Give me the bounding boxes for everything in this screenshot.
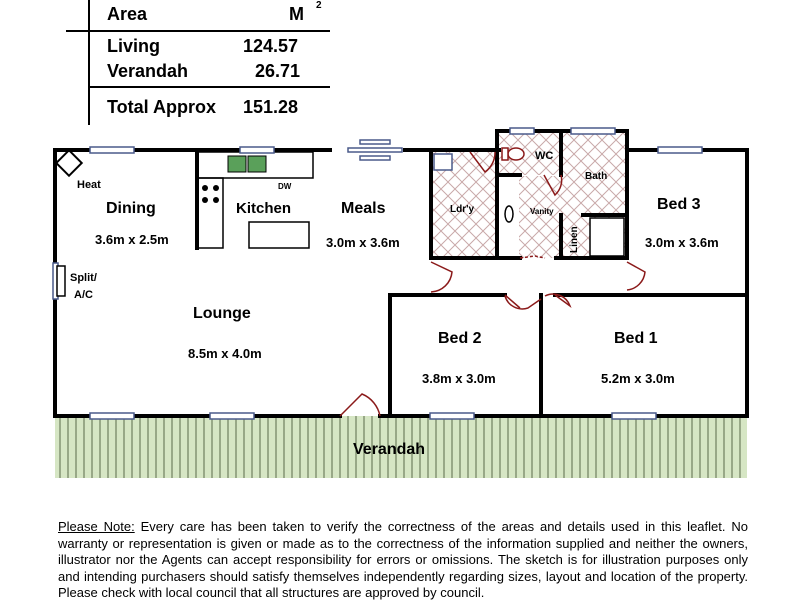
cooktop-icon <box>202 185 219 203</box>
note-body: Every care has been taken to verify the correctness of the areas and details used in this leaflet. No warranty or representation is given or made as to the correctness of the information supplied and neither the owners, illustrator nor the Agents can accept responsibility for errors or omissions. The sketch is for illustration purposes only and intending purchasers should satisfy themselves independently regarding sizes, layout and location of the property. Please check with local council that all structures are approved by council. <box>58 519 748 600</box>
area-header-unit-sup: 2 <box>316 0 322 11</box>
row-value-verandah: 26.71 <box>255 61 301 81</box>
area-header-unit: M <box>289 4 304 24</box>
row-label-living: Living <box>107 36 160 56</box>
area-header-label: Area <box>107 4 148 24</box>
bed1-size: 5.2m x 3.0m <box>601 371 675 386</box>
bath-label: Bath <box>585 171 608 182</box>
linen-label: Linen <box>569 226 580 253</box>
wc-label: WC <box>535 150 554 162</box>
heater-icon <box>56 150 81 175</box>
dining-label: Dining <box>106 200 156 217</box>
bed1-label: Bed 1 <box>614 330 658 347</box>
note-heading: Please Note: <box>58 519 135 534</box>
row-label-verandah: Verandah <box>107 61 189 81</box>
dining-size: 3.6m x 2.5m <box>95 232 169 247</box>
total-label: Total Approx <box>107 97 216 117</box>
sink-icon <box>248 156 266 172</box>
row-value-living: 124.57 <box>243 36 299 56</box>
dishwasher-label: DW <box>278 182 292 191</box>
meals-label: Meals <box>341 200 386 217</box>
toilet-icon <box>502 148 524 160</box>
bed2-label: Bed 2 <box>438 330 482 347</box>
lounge-size: 8.5m x 4.0m <box>188 346 262 361</box>
split-label-line2: A/C <box>74 289 93 301</box>
laundry-label: Ldr'y <box>450 204 475 215</box>
bed3-size: 3.0m x 3.6m <box>645 235 719 250</box>
bed3-label: Bed 3 <box>657 196 701 213</box>
verandah-label: Verandah <box>353 441 426 458</box>
lounge-label: Lounge <box>193 305 251 322</box>
meals-size: 3.0m x 3.6m <box>326 235 400 250</box>
disclaimer-note <box>58 519 748 602</box>
heat-label: Heat <box>77 179 101 191</box>
basin-icon <box>505 206 513 222</box>
sink-icon <box>228 156 246 172</box>
kitchen-label: Kitchen <box>236 200 292 217</box>
vanity-tiles <box>519 176 562 258</box>
shower-icon <box>590 218 624 256</box>
split-label-line1: Split/ <box>70 272 97 284</box>
bed2-size: 3.8m x 3.0m <box>422 371 496 386</box>
vanity-label: Vanity <box>530 207 554 216</box>
trough-icon <box>434 154 452 170</box>
total-value: 151.28 <box>243 97 299 117</box>
